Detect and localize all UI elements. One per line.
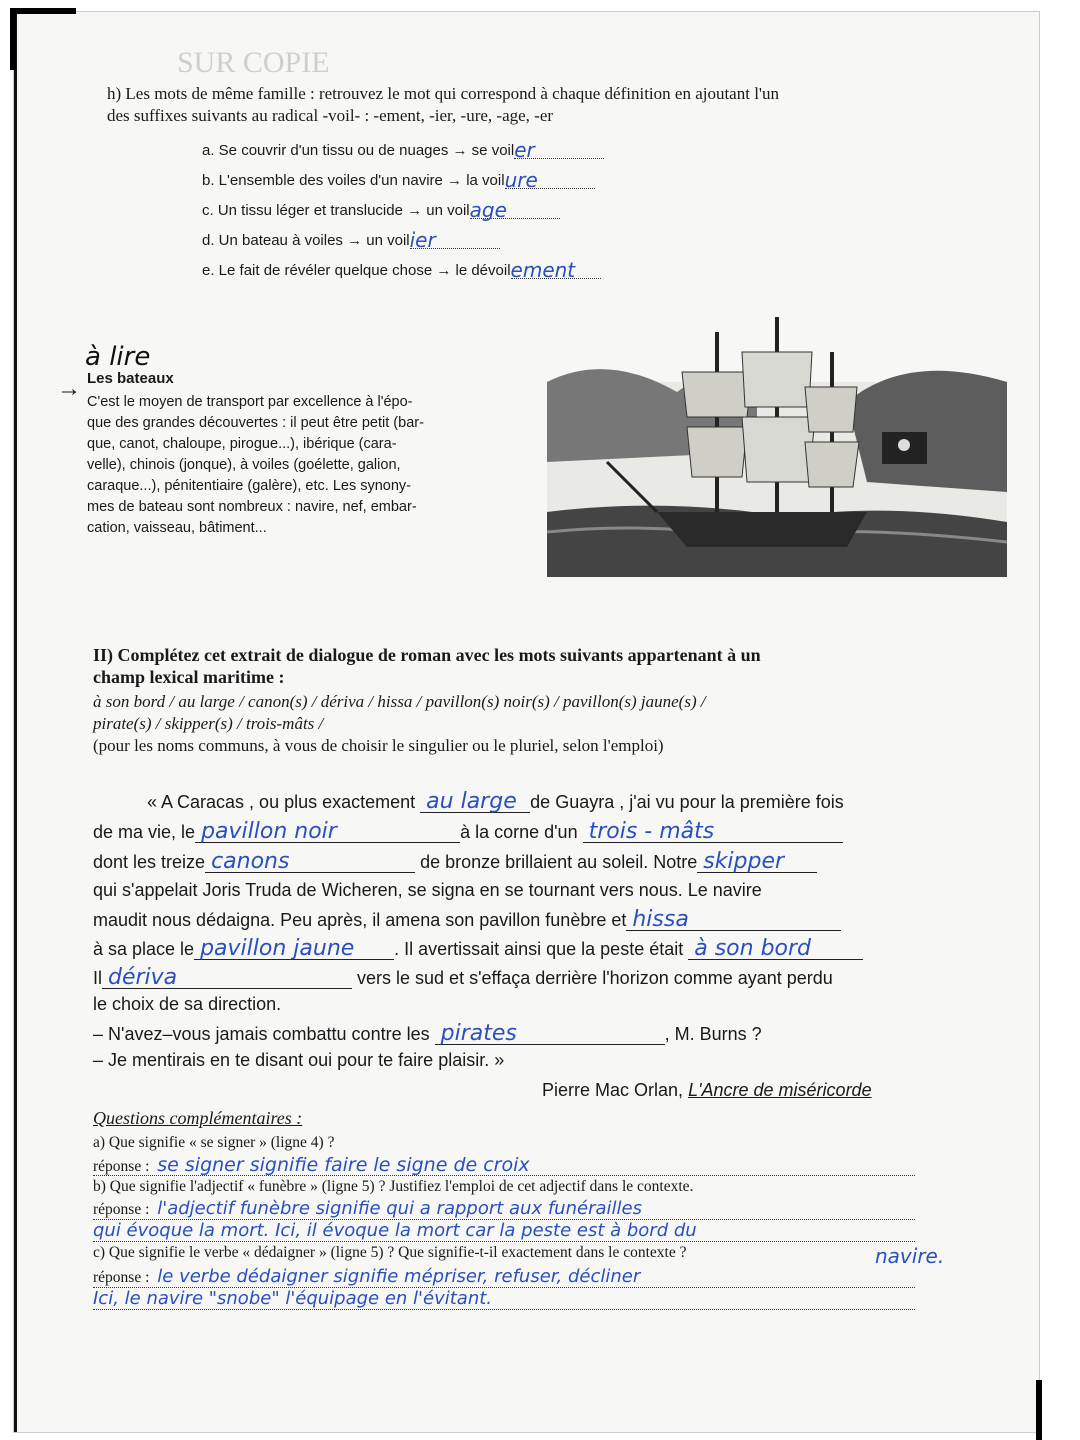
- story-text: de bronze brillaient au soleil. Notre: [420, 852, 698, 872]
- definition-a-text: a. Se couvrir d'un tissu ou de nuages → se voil: [202, 142, 515, 159]
- answer-e: ement: [510, 258, 576, 282]
- reading-body: [87, 392, 424, 539]
- definition-a: [202, 138, 604, 162]
- question-c: c) Que signifie le verbe « dédaigner » (ligne 5) ? Que signifie-t-il exactement dans le contexte ?: [93, 1244, 687, 1261]
- answer-a: er: [514, 138, 535, 162]
- citation-author: Pierre Mac Orlan,: [542, 1080, 684, 1100]
- definition-e-text: e. Le fait de révéler quelque chose → le dévoil: [202, 262, 511, 279]
- definition-b-text: b. L'ensemble des voiles d'un navire → la voil: [202, 172, 505, 189]
- answer-deriva: dériva: [108, 965, 178, 990]
- definition-e: [202, 258, 601, 282]
- reading-line: que des grandes découvertes : il peut être petit (bar-: [87, 415, 424, 431]
- answer-line-b2: [93, 1220, 915, 1242]
- answer-line-c2: [93, 1288, 915, 1310]
- story-text: « A Caracas , ou plus exactement: [147, 792, 416, 812]
- story-text: , M. Burns ?: [664, 1024, 762, 1044]
- answer-line-a: [93, 1154, 915, 1176]
- answer-hissa: hissa: [632, 907, 689, 932]
- answer-pavillon-noir: pavillon noir: [201, 819, 337, 844]
- story-line-6: [93, 937, 863, 960]
- section-II-title-line2: champ lexical maritime :: [93, 667, 285, 687]
- citation: [542, 1080, 872, 1101]
- scan-edge-mark: [1036, 1380, 1042, 1440]
- story-line-1: [147, 790, 844, 813]
- reponse-label: réponse :: [93, 1201, 150, 1218]
- answer-c-text-2: Ici, le navire "snobe" l'équipage en l'évitant.: [93, 1288, 493, 1309]
- story-text: de ma vie, le: [93, 822, 196, 842]
- arrow-icon: →: [57, 376, 81, 402]
- story-text: . Il avertissait ainsi que la peste était: [394, 939, 684, 959]
- question-a: a) Que signifie « se signer » (ligne 4) ?: [93, 1134, 335, 1151]
- handwritten-a-lire: à lire: [85, 342, 151, 372]
- answer-b-text-3: navire.: [875, 1244, 945, 1268]
- question-b: b) Que signifie l'adjectif « funèbre » (ligne 5) ? Justifiez l'emploi de cet adjectif dans le contexte.: [93, 1178, 694, 1195]
- questions-title: Questions complémentaires :: [93, 1108, 303, 1128]
- story-line-8: le choix de sa direction.: [93, 994, 282, 1014]
- story-text: Il: [93, 968, 102, 988]
- word-list-line2: pirate(s) / skipper(s) / trois-mâts /: [93, 714, 324, 733]
- story-line-9: [93, 1022, 762, 1045]
- story-line-2: [93, 820, 843, 843]
- answer-line-c1: [93, 1266, 915, 1288]
- section-II-title: II) Complétez cet extrait de dialogue de roman avec les mots suivants appartenant à un: [93, 645, 761, 665]
- answer-a-son-bord: à son bord: [694, 936, 812, 961]
- reponse-label: réponse :: [93, 1269, 150, 1286]
- answer-b-text: l'adjectif funèbre signifie qui a rapport aux funérailles: [157, 1198, 642, 1219]
- definition-c-text: c. Un tissu léger et translucide → un voil: [202, 202, 470, 219]
- story-line-7: [93, 966, 833, 989]
- answer-a-text: se signer signifie faire le signe de croix: [157, 1154, 530, 1176]
- answer-d: ier: [409, 228, 436, 252]
- ship-illustration: [547, 312, 1007, 577]
- story-text: à sa place le: [93, 939, 195, 959]
- reading-line: caraque...), pénitentiaire (galère), etc. Les synony-: [87, 478, 411, 494]
- story-line-10: – Je mentirais en te disant oui pour te faire plaisir. »: [93, 1050, 505, 1070]
- answer-pirates: pirates: [440, 1021, 517, 1046]
- reponse-label: réponse :: [93, 1158, 150, 1175]
- section-h-title-line2: des suffixes suivants au radical -voil- : -ement, -ier, -ure, -age, -er: [107, 106, 554, 125]
- reading-line: velle), chinois (jonque), à voiles (goélette, galion,: [87, 457, 401, 473]
- story-text: de Guayra , j'ai vu pour la première fois: [530, 792, 844, 812]
- answer-c-text: le verbe dédaigner signifie mépriser, refuser, décliner: [157, 1266, 641, 1287]
- answer-pavillon-jaune: pavillon jaune: [200, 936, 355, 961]
- story-line-3: [93, 850, 817, 873]
- answer-skipper: skipper: [703, 849, 785, 874]
- story-text: maudit nous dédaigna. Peu après, il amena son pavillon funèbre et: [93, 910, 627, 930]
- definition-d-text: d. Un bateau à voiles → un voil: [202, 232, 410, 249]
- definition-c: [202, 198, 560, 222]
- answer-canons: canons: [211, 849, 290, 874]
- answer-trois-mats: trois - mâts: [588, 819, 715, 844]
- answer-c: age: [469, 198, 507, 222]
- worksheet-page: [14, 12, 1039, 1432]
- definition-b: [202, 168, 595, 192]
- answer-au-large: au large: [426, 789, 517, 814]
- instruction-note: (pour les noms communs, à vous de choisir le singulier ou le pluriel, selon l'emploi): [93, 736, 664, 755]
- story-text: vers le sud et s'effaça derrière l'horizon comme ayant perdu: [357, 968, 833, 988]
- story-text: – N'avez–vous jamais combattu contre les: [93, 1024, 430, 1044]
- reading-line: mes de bateau sont nombreux : navire, nef, embar-: [87, 499, 417, 515]
- reading-line: que, canot, chaloupe, pirogue...), ibérique (cara-: [87, 436, 397, 452]
- reading-line: cation, vaisseau, bâtiment...: [87, 520, 267, 536]
- reading-title: Les bateaux: [87, 370, 174, 387]
- story-line-4: qui s'appelait Joris Truda de Wicheren, se signa en se tournant vers nous. Le navire: [93, 880, 762, 900]
- definition-d: [202, 228, 500, 252]
- citation-book: L'Ancre de miséricorde: [688, 1080, 872, 1100]
- section-h-title: h) Les mots de même famille : retrouvez le mot qui correspond à chaque définition en ajoutant l'un: [107, 84, 779, 103]
- story-text: dont les treize: [93, 852, 206, 872]
- reading-line: C'est le moyen de transport par excellence à l'épo-: [87, 394, 413, 410]
- answer-b: ure: [504, 168, 538, 192]
- story-text: à la corne d'un: [460, 822, 578, 842]
- word-list: à son bord / au large / canon(s) / dériva / hissa / pavillon(s) noir(s) / pavillon(s) jaune(s) /: [93, 692, 706, 711]
- answer-b-text-2: qui évoque la mort. Ici, il évoque la mort car la peste est à bord du: [93, 1220, 697, 1241]
- bleed-through: SUR COPIE: [177, 46, 330, 79]
- answer-line-b1: [93, 1198, 915, 1220]
- story-line-5: [93, 908, 841, 931]
- scan-corner-mark: [10, 8, 76, 70]
